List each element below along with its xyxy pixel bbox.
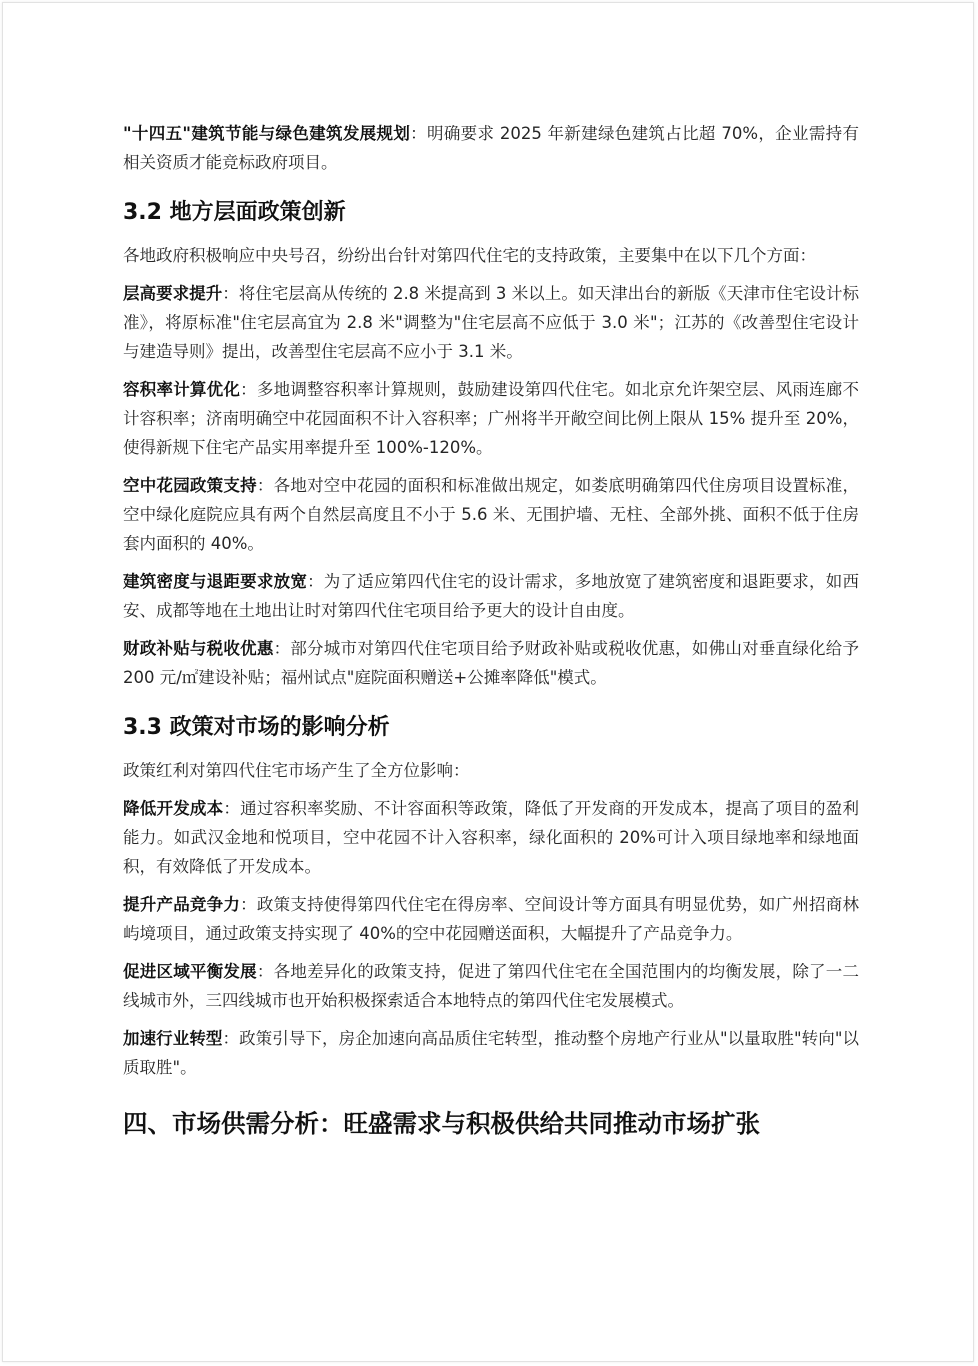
- paragraph-lead: "十四五"建筑节能与绿色建筑发展规划: [123, 124, 411, 143]
- section-3-2-intro: 各地政府积极响应中央号召，纷纷出台针对第四代住宅的支持政策，主要集中在以下几个方面：: [123, 246, 816, 265]
- list-item: [123, 957, 859, 1015]
- section-heading-3-2: 3.2 地方层面政策创新: [123, 200, 346, 225]
- section-heading-3-3: 3.3 政策对市场的影响分析: [123, 715, 390, 740]
- paragraph-lead: 降低开发成本: [123, 799, 224, 818]
- paragraph-lead: 加速行业转型: [123, 1029, 223, 1048]
- paragraph-text: ：政策支持使得第四代住宅在得房率、空间设计等方面具有明显优势，如广州招商林屿境项目，通过政策支持实现了 40%的空中花园赠送面积，大幅提升了产品竞争力。: [123, 895, 860, 943]
- paragraph-lead: 财政补贴与税收优惠: [123, 639, 274, 658]
- paragraph-lead: 空中花园政策支持: [123, 476, 257, 495]
- paragraph-text: ：明确要求 2025 年新建绿色建筑占比超 70%，企业需持有相关资质才能竞标政府项目。: [123, 124, 859, 172]
- list-item: [123, 471, 859, 558]
- page-content: [123, 119, 859, 1142]
- paragraph-text: ：通过容积率奖励、不计容面积等政策，降低了开发商的开发成本，提高了项目的盈利能力。如武汉金地和悦项目，空中花园不计入容积率，绿化面积的 20%可计入项目绿地率和绿地面积，有效降低了开发成本。: [123, 799, 860, 876]
- list-item: [123, 890, 859, 948]
- section-3-3-intro: 政策红利对第四代住宅市场产生了全方位影响：: [123, 761, 470, 780]
- chapter-heading-4: 四、市场供需分析：旺盛需求与积极供给共同推动市场扩张: [123, 1109, 760, 1138]
- list-item: [123, 567, 859, 625]
- paragraph-lead: 建筑密度与退距要求放宽: [123, 572, 308, 591]
- paragraph-lead: 促进区域平衡发展: [123, 962, 257, 981]
- paragraph-text: ：为了适应第四代住宅的设计需求，多地放宽了建筑密度和退距要求，如西安、成都等地在土地出让时对第四代住宅项目给予更大的设计自由度。: [123, 572, 860, 620]
- paragraph-lead: 层高要求提升: [123, 284, 223, 303]
- list-item: [123, 634, 859, 692]
- paragraph-text: ：政策引导下，房企加速向高品质住宅转型，推动整个房地产行业从"以量取胜"转向"以质取胜"。: [123, 1029, 859, 1077]
- document-page: [2, 2, 974, 1362]
- paragraph-text: ：将住宅层高从传统的 2.8 米提高到 3 米以上。如天津出台的新版《天津市住宅设计标准》，将原标准"住宅层高宜为 2.8 米"调整为"住宅层高不应低于 3.0 米"；江苏的《改善型住宅设计与建造导则》提出，改善型住宅层高不应小于 3.1 米。: [123, 284, 860, 361]
- list-item: [123, 375, 859, 462]
- paragraph-text: ：多地调整容积率计算规则，鼓励建设第四代住宅。如北京允许架空层、风雨连廊不计容积率；济南明确空中花园面积不计入容积率；广州将半开敞空间比例上限从 15% 提升至 20%，使得新规下住宅产品实用率提升至 100%-120%。: [123, 380, 860, 457]
- paragraph-text: ：部分城市对第四代住宅项目给予财政补贴或税收优惠，如佛山对垂直绿化给予 200 元/㎡建设补贴；福州试点"庭院面积赠送+公摊率降低"模式。: [123, 639, 860, 687]
- paragraph-lead: 提升产品竞争力: [123, 895, 241, 914]
- paragraph-text: ：各地对空中花园的面积和标准做出规定，如娄底明确第四代住房项目设置标准，空中绿化庭院应具有两个自然层高度且不小于 5.6 米、无围护墙、无柱、全部外挑、面积不低于住房套内面积的 40%。: [123, 476, 860, 553]
- paragraph-lead: 容积率计算优化: [123, 380, 241, 399]
- list-item: [123, 1024, 859, 1082]
- policy-paragraph-green-building: [123, 119, 859, 177]
- list-item: [123, 794, 859, 881]
- list-item: [123, 279, 859, 366]
- paragraph-text: ：各地差异化的政策支持，促进了第四代住宅在全国范围内的均衡发展，除了一二线城市外，三四线城市也开始积极探索适合本地特点的第四代住宅发展模式。: [123, 962, 860, 1010]
